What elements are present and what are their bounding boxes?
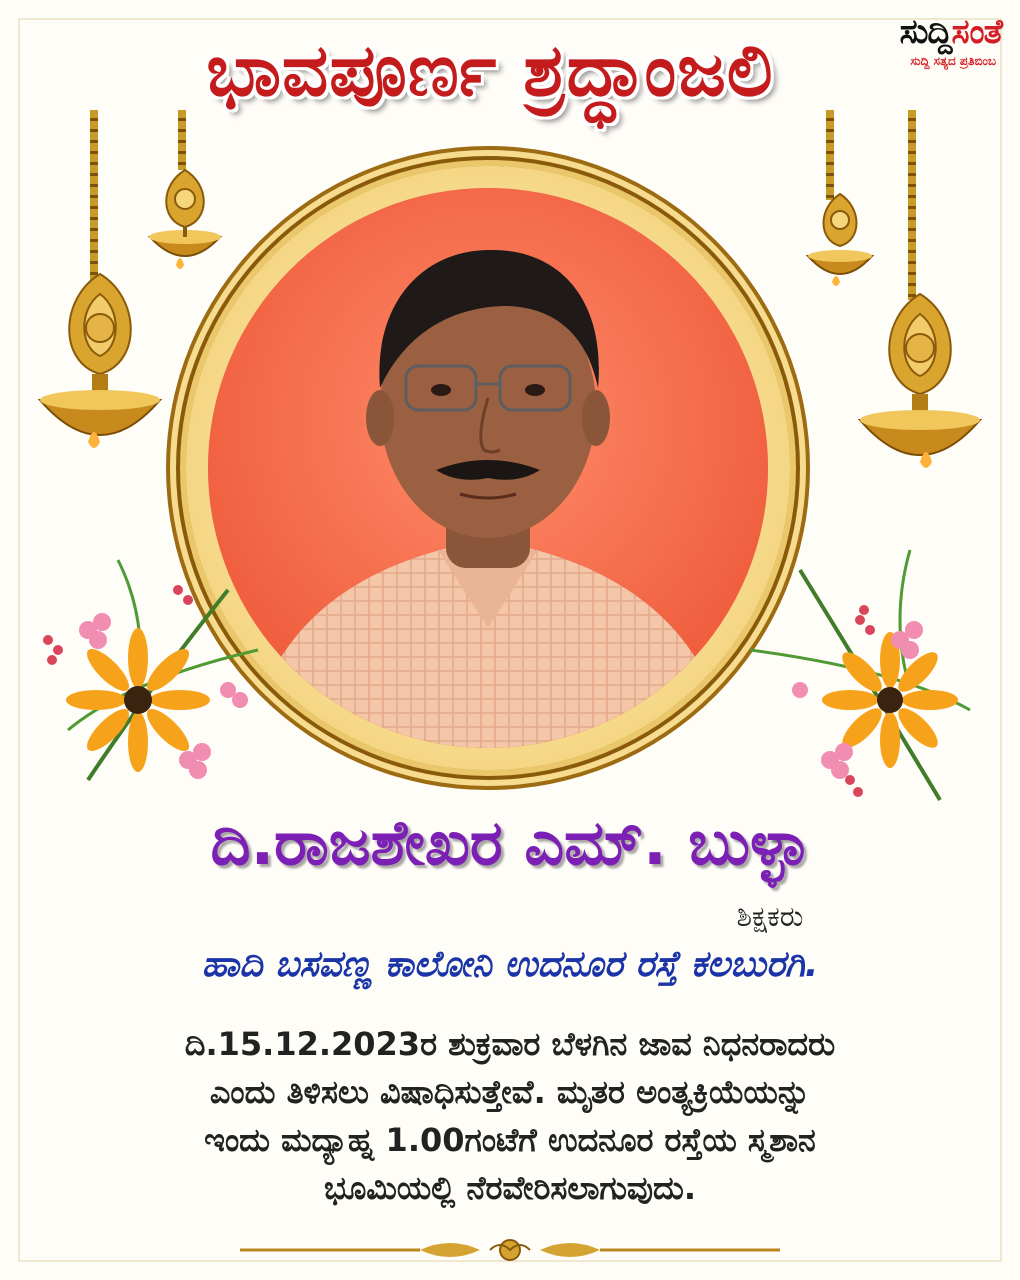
notice-line: ಭೂಮಿಯಲ್ಲಿ ನೆರವೇರಿಸಲಾಗುವುದು. [323,1169,696,1207]
deceased-occupation: ಶಿಕ್ಷಕರು [736,900,804,933]
notice-line: ದಿ.15.12.2023ರ ಶುಕ್ರವಾರ ಬೆಳಗಿನ ಜಾವ ನಿಧನರಾದರು [184,1025,836,1063]
deceased-address: ಹಾದಿ ಬಸವಣ್ಣ ಕಾಲೋನಿ ಉದನೂರ ರಸ್ತೆ ಕಲಬುರಗಿ. [201,944,819,985]
chain-left-inner [178,110,186,170]
oil-lamp-icon [140,165,230,285]
brand-name-part1: ಸುದ್ದಿ [899,12,952,52]
obituary-notice [40,1020,980,1212]
oil-lamp-icon [30,270,170,470]
oil-lamp-icon [850,290,990,490]
brand-tagline: ಸುದ್ದಿ ಸತ್ಯದ ಪ್ರತಿಬಿಂಬ [910,54,996,68]
oil-lamp-icon [800,190,880,300]
portrait-photo [208,188,768,748]
chain-right-outer [908,110,916,300]
flower-bouquet-left-icon [28,530,288,790]
deceased-name: ದಿ.ರಾಜಶೇಖರ ಎಮ್. ಬುಳ್ಳಾ [210,806,810,879]
notice-line: ಎಂದು ತಿಳಿಸಲು ವಿಷಾಧಿಸುತ್ತೇವೆ. ಮೃತರ ಅಂತ್ಯಕ್ರಿಯೆಯನ್ನು [209,1073,811,1111]
brand-name-part2: ಸಂತೆ [951,12,1002,52]
notice-line: ಇಂದು ಮದ್ಯಾಹ್ನ 1.00ಗಂಟೆಗೆ ಉದನೂರ ರಸ್ತೆಯ ಸ್ಮಶಾನ [204,1121,816,1159]
page-title: ಭಾವಪೂರ್ಣ ಶ್ರದ್ಧಾಂಜಲಿ [206,28,774,112]
chain-right-inner [826,110,834,200]
ornamental-divider-icon [240,1236,780,1264]
person-portrait-icon [208,188,768,748]
chain-left-outer [90,110,98,280]
flower-bouquet-right-icon [740,530,990,810]
